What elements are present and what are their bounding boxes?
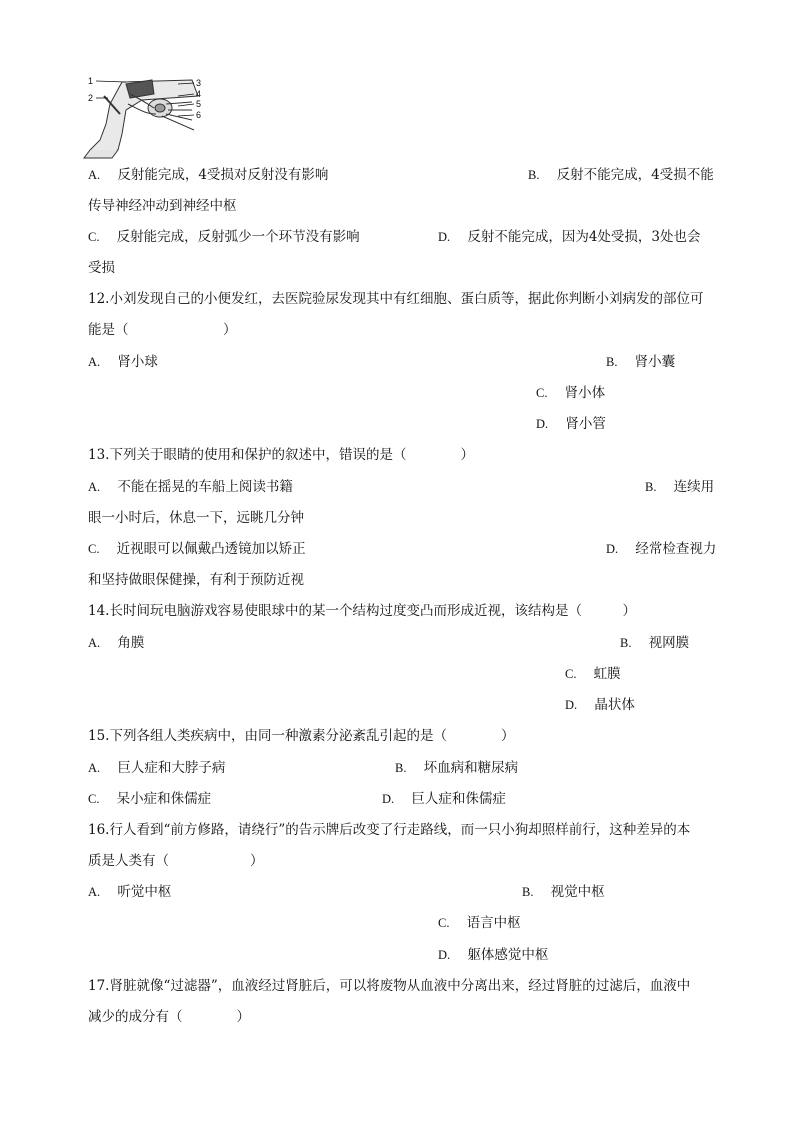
q13-option-b[interactable] [645,477,714,497]
option-letter: B. [606,355,618,369]
option-letter: C. [565,667,577,681]
option-letter: D. [438,230,451,244]
q13-option-d[interactable] [606,539,716,559]
reflex-arc-figure [82,74,212,160]
option-text: 肾小球 [117,354,158,370]
q12-stem-line1: 12.小刘发现自己的小便发红，去医院验尿发现其中有红细胞、蛋白质等，据此你判断小刘病发的部位可 [88,291,704,307]
option-text: 反射不能完成，4受损不能 [556,167,714,183]
q15-option-c[interactable] [88,789,211,809]
q12-option-d[interactable] [536,414,606,434]
option-letter: B. [522,885,534,899]
q16-option-d[interactable] [438,945,548,965]
option-letter: A. [88,355,101,369]
option-letter: D. [565,698,578,712]
figure-label-3: 3 [196,78,202,88]
q13-option-c[interactable] [88,539,306,559]
option-text: 反射能完成，4受损对反射没有影响 [117,167,329,183]
option-text: 呆小症和侏儒症 [116,791,212,807]
q15-option-b[interactable] [395,758,518,778]
q16-option-c[interactable] [438,913,521,933]
q16-option-a[interactable] [88,882,171,902]
q13-option-d-continuation: 和坚持做眼保健操，有利于预防近视 [88,572,304,588]
q11-option-b[interactable] [528,165,714,185]
q12-option-a[interactable] [88,352,158,372]
figure-label-5: 5 [196,99,202,109]
figure-label-2: 2 [88,93,94,103]
q17-stem-line2: 减少的成分有（ ） [88,1009,250,1025]
option-text: 虹膜 [593,666,621,682]
option-text: 视觉中枢 [550,884,605,900]
q11-option-b-continuation: 传导神经冲动到神经中枢 [88,198,237,214]
q17-stem-line1: 17.肾脏就像“过滤器”，血液经过肾脏后，可以将废物从血液中分离出来，经过肾脏的过滤后，血液中 [88,978,691,994]
q16-option-b[interactable] [522,882,605,902]
option-text: 肾小囊 [634,354,676,370]
option-letter: C. [88,542,100,556]
figure-label-4: 4 [196,89,202,99]
q13-stem: 13.下列关于眼睛的使用和保护的叙述中，错误的是（ ） [88,447,474,463]
q11-option-d[interactable] [438,227,701,247]
option-letter: D. [382,792,395,806]
q13-option-a[interactable] [88,477,293,497]
figure-label-1: 1 [88,76,94,86]
option-text: 坏血病和糖尿病 [423,760,519,776]
option-letter: A. [88,636,101,650]
option-text: 角膜 [117,635,145,651]
option-letter: A. [88,168,101,182]
option-text: 经常检查视力 [635,541,717,557]
option-letter: C. [88,792,100,806]
option-text: 连续用 [673,479,715,495]
q12-option-c[interactable] [536,383,605,403]
q13-option-b-continuation: 眼一小时后，休息一下，远眺几分钟 [88,510,304,526]
option-letter: D. [438,948,451,962]
q14-option-c[interactable] [565,664,621,684]
option-letter: B. [528,168,540,182]
q11-option-d-continuation: 受损 [88,260,115,276]
option-letter: D. [606,542,619,556]
q15-option-d[interactable] [382,789,506,809]
q15-option-a[interactable] [88,758,225,778]
option-text: 巨人症和大脖子病 [117,760,226,776]
option-text: 反射能完成，反射弧少一个环节没有影响 [116,229,360,245]
option-text: 语言中枢 [466,915,521,931]
figure-label-6: 6 [196,110,202,120]
option-letter: B. [620,636,632,650]
option-text: 肾小管 [565,416,606,432]
option-letter: B. [645,480,657,494]
q16-stem-line1: 16.行人看到“前方修路，请绕行”的告示牌后改变了行走路线，而一只小狗却照样前行，这种差异的本 [88,822,691,838]
option-letter: C. [536,386,548,400]
q14-option-b[interactable] [620,633,689,653]
option-text: 反射不能完成，因为4处受损，3处也会 [467,229,701,245]
option-text: 视网膜 [648,635,690,651]
q12-option-b[interactable] [606,352,675,372]
option-text: 晶状体 [594,697,635,713]
option-letter: A. [88,480,101,494]
option-text: 听觉中枢 [117,884,172,900]
option-letter: C. [438,916,450,930]
q14-option-a[interactable] [88,633,144,653]
q11-option-c[interactable] [88,227,360,247]
option-text: 巨人症和侏儒症 [411,791,506,807]
option-text: 近视眼可以佩戴凸透镜加以矫正 [116,541,306,557]
q16-stem-line2: 质是人类有（ ） [88,853,264,869]
option-letter: A. [88,885,101,899]
option-text: 不能在摇晃的车船上阅读书籍 [117,479,293,495]
q11-option-a[interactable] [88,165,328,185]
option-letter: A. [88,761,101,775]
q14-option-d[interactable] [565,695,635,715]
option-letter: D. [536,417,549,431]
q14-stem: 14.长时间玩电脑游戏容易使眼球中的某一个结构过度变凸而形成近视，该结构是（ ） [88,603,636,619]
option-text: 肾小体 [564,385,606,401]
q12-stem-line2: 能是（ ） [88,322,237,338]
q15-stem: 15.下列各组人类疾病中，由同一种激素分泌紊乱引起的是（ ） [88,728,515,744]
option-letter: C. [88,230,100,244]
option-letter: B. [395,761,407,775]
option-text: 躯体感觉中枢 [467,947,549,963]
